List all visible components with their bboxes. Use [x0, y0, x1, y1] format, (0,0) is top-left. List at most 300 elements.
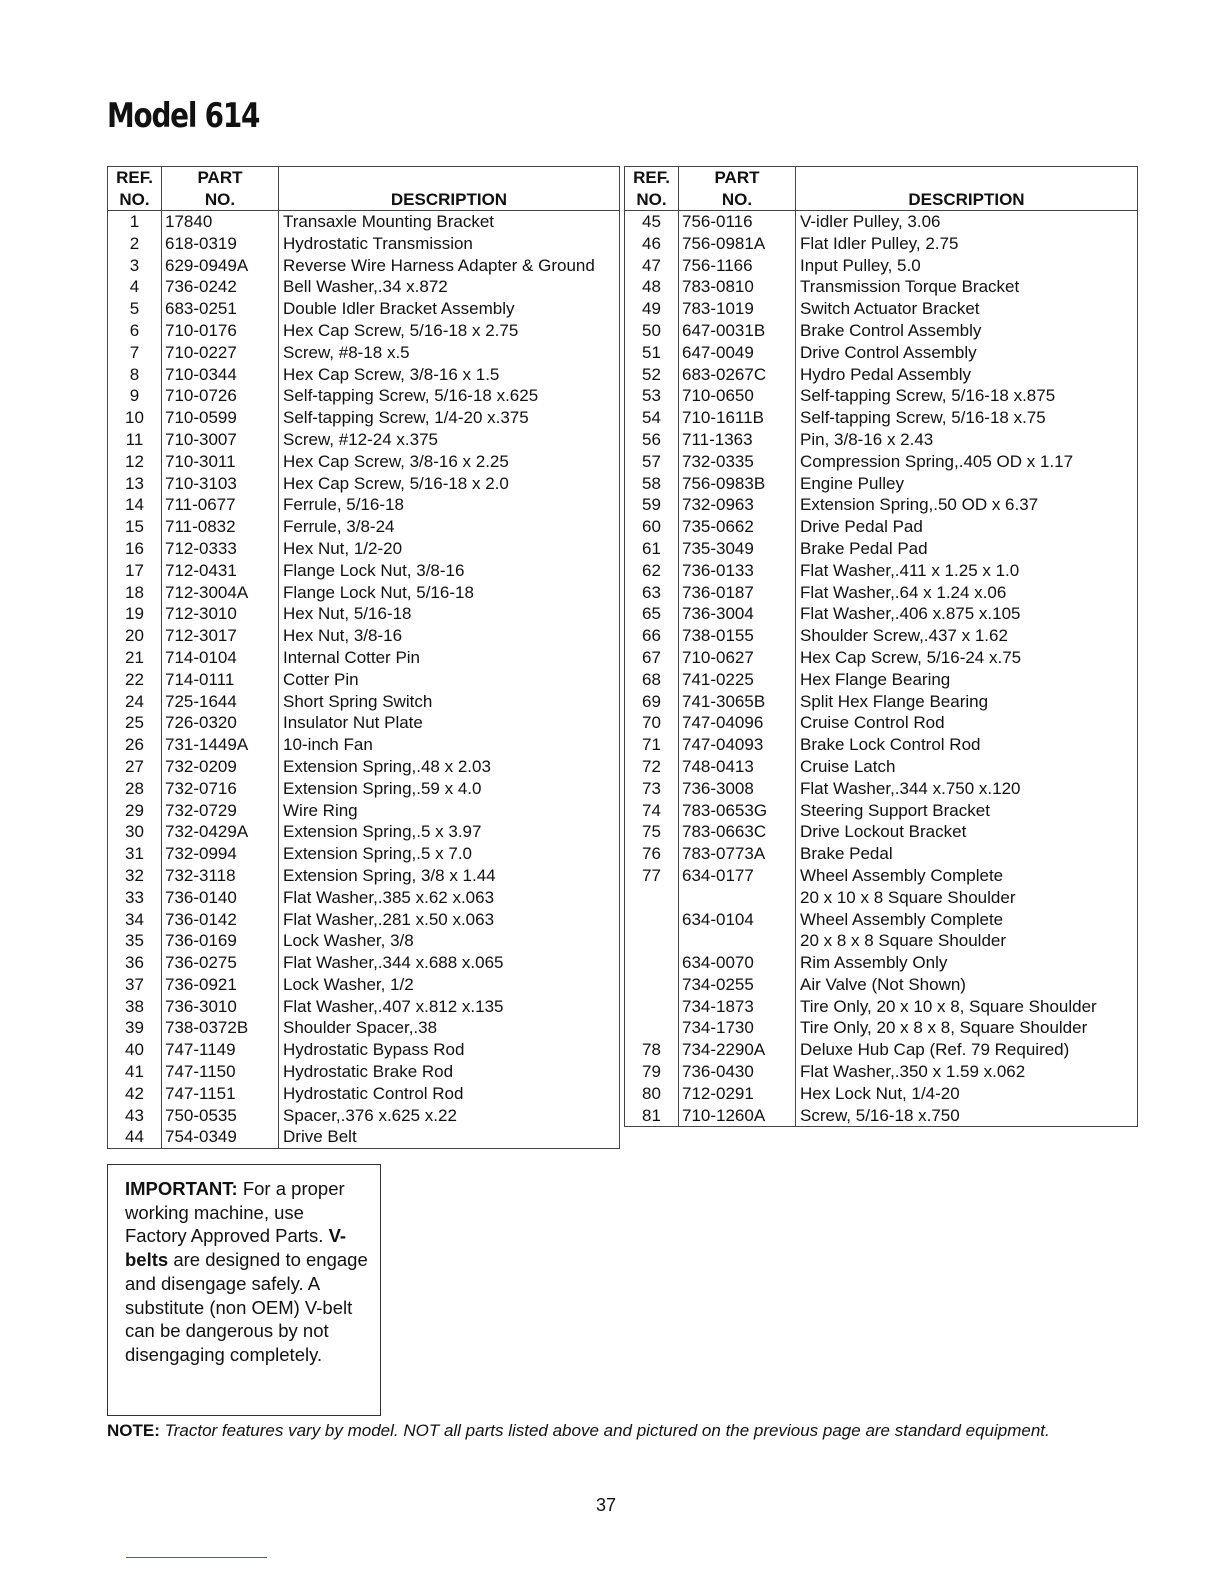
page-title: Model 614 — [107, 96, 260, 136]
table-row — [108, 451, 620, 473]
ref-no-cell: 42 — [108, 1083, 162, 1105]
table-row — [108, 385, 620, 407]
part-no-cell: 732-0429A — [162, 821, 279, 843]
description-cell: Tire Only, 20 x 10 x 8, Square Shoulder — [800, 996, 1097, 1016]
table-row — [625, 298, 1138, 320]
description-cell: Brake Lock Control Rod — [800, 735, 981, 755]
ref-no-cell: 26 — [108, 734, 162, 756]
ref-no-cell: 17 — [108, 560, 162, 582]
table-row — [108, 560, 620, 582]
description-cell: Hydrostatic Control Rod — [283, 1083, 464, 1103]
part-no-cell: 736-0275 — [162, 952, 279, 974]
part-no-cell: 736-0140 — [162, 887, 279, 909]
important-text-2: are designed to engage and disengage safely. A substitute (non OEM) V-belt can be dangerous by not disengaging completely. — [125, 1249, 368, 1365]
description-cell: Compression Spring,.405 OD x 1.17 — [800, 451, 1074, 471]
important-label: IMPORTANT: — [125, 1178, 238, 1199]
part-no-cell: 741-0225 — [679, 669, 796, 691]
description-cell: Wheel Assembly Complete — [800, 865, 1004, 885]
ref-no-cell: 30 — [108, 821, 162, 843]
ref-no-cell: 60 — [625, 516, 679, 538]
description-cell: Ferrule, 5/16-18 — [283, 495, 404, 515]
ref-no-cell: 68 — [625, 669, 679, 691]
table-row — [625, 821, 1138, 843]
ref-no-cell: 16 — [108, 538, 162, 560]
ref-no-cell: 33 — [108, 887, 162, 909]
table-row — [625, 364, 1138, 386]
part-no-cell: 634-0070 — [679, 952, 796, 974]
part-no-cell: 732-0729 — [162, 800, 279, 822]
ref-no-cell: 39 — [108, 1017, 162, 1039]
table-row — [625, 407, 1138, 429]
table-row — [625, 930, 1138, 952]
description-cell: Wheel Assembly Complete — [800, 909, 1004, 929]
parts-table-right — [624, 166, 1138, 1127]
ref-no-cell: 7 — [108, 342, 162, 364]
ref-no-cell: 72 — [625, 756, 679, 778]
vbelts-label: V-belts — [125, 1225, 347, 1271]
table-row — [625, 909, 1138, 931]
table-row — [108, 233, 620, 255]
part-no-cell: 732-3118 — [162, 865, 279, 887]
table-row — [108, 734, 620, 756]
table-row — [625, 320, 1138, 342]
ref-no-cell: 11 — [108, 429, 162, 451]
table-row — [108, 974, 620, 996]
ref-no-cell: 31 — [108, 843, 162, 865]
part-no-cell: 783-0773A — [679, 843, 796, 865]
table-row — [625, 1061, 1138, 1083]
ref-no-cell: 74 — [625, 800, 679, 822]
ref-no-cell: 32 — [108, 865, 162, 887]
table-row — [108, 952, 620, 974]
description-cell: Spacer,.376 x.625 x.22 — [283, 1105, 457, 1125]
ref-no-cell — [625, 887, 679, 909]
table-row — [625, 276, 1138, 298]
table-row — [625, 1083, 1138, 1105]
part-no-cell: 783-0653G — [679, 800, 796, 822]
part-no-cell: 17840 — [162, 211, 279, 233]
table-row — [625, 778, 1138, 800]
table-row — [625, 211, 1138, 233]
table-row — [108, 909, 620, 931]
part-no-cell: 747-1150 — [162, 1061, 279, 1083]
part-no-cell — [679, 930, 796, 952]
important-notice-box — [107, 1164, 381, 1416]
ref-no-cell: 47 — [625, 255, 679, 277]
ref-no-cell: 76 — [625, 843, 679, 865]
description-header: DESCRIPTION — [279, 167, 620, 211]
description-cell: Split Hex Flange Bearing — [800, 691, 989, 711]
description-cell: Hex Cap Screw, 3/8-16 x 1.5 — [283, 364, 500, 384]
ref-no-cell: 12 — [108, 451, 162, 473]
ref-no-cell: 49 — [625, 298, 679, 320]
table-row — [108, 1105, 620, 1127]
part-no-cell: 736-0430 — [679, 1061, 796, 1083]
description-cell: Short Spring Switch — [283, 691, 433, 711]
description-cell: V-idler Pulley, 3.06 — [800, 212, 941, 231]
description-cell: Extension Spring,.5 x 7.0 — [283, 844, 473, 864]
description-cell: Flat Washer,.344 x.688 x.065 — [283, 953, 504, 973]
table-row — [108, 603, 620, 625]
description-cell: Ferrule, 3/8-24 — [283, 517, 395, 537]
description-cell: Hex Nut, 1/2-20 — [283, 538, 403, 558]
part-no-cell: 783-0663C — [679, 821, 796, 843]
description-cell: Reverse Wire Harness Adapter & Ground — [283, 255, 595, 275]
description-cell: Insulator Nut Plate — [283, 713, 423, 733]
table-row — [625, 734, 1138, 756]
ref-no-cell: 1 — [108, 211, 162, 233]
part-no-cell: 683-0251 — [162, 298, 279, 320]
ref-no-cell: 29 — [108, 800, 162, 822]
description-cell: Flat Washer,.281 x.50 x.063 — [283, 909, 495, 929]
ref-no-cell: 43 — [108, 1105, 162, 1127]
ref-no-cell: 56 — [625, 429, 679, 451]
ref-no-cell: 61 — [625, 538, 679, 560]
description-cell: Hex Cap Screw, 5/16-18 x 2.0 — [283, 473, 509, 493]
description-cell: Cotter Pin — [283, 669, 359, 689]
part-no-cell: 714-0111 — [162, 669, 279, 691]
ref-no-cell: 9 — [108, 385, 162, 407]
part-no-cell: 712-3010 — [162, 603, 279, 625]
ref-no-cell — [625, 996, 679, 1018]
ref-no-cell: 70 — [625, 712, 679, 734]
table-row — [108, 1017, 620, 1039]
table-row — [625, 865, 1138, 887]
part-no-cell: 710-3103 — [162, 473, 279, 495]
table-row — [625, 974, 1138, 996]
table-row — [108, 255, 620, 277]
part-no-cell: 732-0209 — [162, 756, 279, 778]
table-row — [108, 320, 620, 342]
description-cell: Flange Lock Nut, 3/8-16 — [283, 560, 465, 580]
description-cell: Flange Lock Nut, 5/16-18 — [283, 582, 474, 602]
description-cell: Extension Spring,.59 x 4.0 — [283, 778, 482, 798]
part-no-cell: 710-0627 — [679, 647, 796, 669]
description-cell: Lock Washer, 1/2 — [283, 974, 414, 994]
description-cell: Tire Only, 20 x 8 x 8, Square Shoulder — [800, 1018, 1088, 1038]
ref-no-cell — [625, 952, 679, 974]
part-no-cell: 736-0142 — [162, 909, 279, 931]
table-row — [625, 756, 1138, 778]
table-row — [625, 516, 1138, 538]
part-no-cell: 734-0255 — [679, 974, 796, 996]
note-text: Tractor features vary by model. NOT all parts listed above and pictured on the previous page are standard equipment. — [164, 1421, 1050, 1440]
description-header: DESCRIPTION — [796, 167, 1138, 211]
part-no-cell: 747-1151 — [162, 1083, 279, 1105]
part-no-cell: 725-1644 — [162, 691, 279, 713]
table-row — [625, 473, 1138, 495]
part-no-cell — [679, 1126, 796, 1127]
part-no-cell: 710-3007 — [162, 429, 279, 451]
ref-no-cell: 57 — [625, 451, 679, 473]
description-cell: Hex Flange Bearing — [800, 669, 951, 689]
ref-no-cell: 10 — [108, 407, 162, 429]
ref-no-cell: 25 — [108, 712, 162, 734]
description-cell: Self-tapping Screw, 1/4-20 x.375 — [283, 408, 529, 428]
ref-no-cell: 79 — [625, 1061, 679, 1083]
table-row — [108, 669, 620, 691]
table-row — [625, 1017, 1138, 1039]
description-cell: Cruise Latch — [800, 756, 896, 776]
part-no-cell: 747-04093 — [679, 734, 796, 756]
description-cell: Wire Ring — [283, 800, 358, 820]
part-no-cell: 736-0242 — [162, 276, 279, 298]
part-no-cell: 735-0662 — [679, 516, 796, 538]
ref-no-cell: 75 — [625, 821, 679, 843]
part-no-cell: 712-3004A — [162, 582, 279, 604]
table-row — [108, 843, 620, 865]
description-cell: Extension Spring,.5 x 3.97 — [283, 822, 482, 842]
description-cell: Bell Washer,.34 x.872 — [283, 277, 448, 297]
part-no-cell: 732-0335 — [679, 451, 796, 473]
ref-no-cell: 14 — [108, 494, 162, 516]
part-no-cell: 732-0994 — [162, 843, 279, 865]
part-no-cell: 710-3011 — [162, 451, 279, 473]
table-row — [108, 821, 620, 843]
description-cell: Flat Washer,.406 x.875 x.105 — [800, 604, 1021, 624]
part-no-cell: 712-0333 — [162, 538, 279, 560]
table-row — [108, 516, 620, 538]
table-row — [625, 887, 1138, 909]
part-no-cell: 736-0169 — [162, 930, 279, 952]
table-row — [108, 342, 620, 364]
description-cell: Drive Pedal Pad — [800, 517, 923, 537]
ref-no-cell: 2 — [108, 233, 162, 255]
description-cell: Double Idler Bracket Assembly — [283, 299, 515, 319]
ref-no-cell: 21 — [108, 647, 162, 669]
description-cell: Hex Nut, 3/8-16 — [283, 626, 403, 646]
description-cell: Hex Nut, 5/16-18 — [283, 604, 412, 624]
table-row — [108, 364, 620, 386]
ref-no-cell: 54 — [625, 407, 679, 429]
part-no-cell: 750-0535 — [162, 1105, 279, 1127]
table-row — [625, 625, 1138, 647]
page-number: 37 — [595, 1495, 617, 1515]
description-cell: Hydro Pedal Assembly — [800, 364, 972, 384]
part-no-cell: 710-0650 — [679, 385, 796, 407]
note-label: NOTE: — [107, 1421, 160, 1440]
description-cell: Flat Idler Pulley, 2.75 — [800, 233, 959, 253]
table-row — [108, 996, 620, 1018]
ref-no-cell: 28 — [108, 778, 162, 800]
ref-no-cell — [625, 1126, 679, 1127]
part-no-cell: 647-0031B — [679, 320, 796, 342]
ref-no-cell: 77 — [625, 865, 679, 887]
description-cell: Flat Washer,.407 x.812 x.135 — [283, 996, 504, 1016]
table-row — [625, 1105, 1138, 1127]
description-cell: Hex Cap Screw, 5/16-18 x 2.75 — [283, 320, 519, 340]
description-cell: Self-tapping Screw, 5/16-18 x.75 — [800, 408, 1046, 428]
ref-no-cell: 5 — [108, 298, 162, 320]
description-cell: Lock Washer, 3/8 — [283, 931, 414, 951]
part-no-cell: 756-0981A — [679, 233, 796, 255]
table-row — [108, 494, 620, 516]
ref-no-cell: 50 — [625, 320, 679, 342]
ref-no-cell: 45 — [625, 211, 679, 233]
part-no-cell: 747-04096 — [679, 712, 796, 734]
description-cell: Engine Pulley — [800, 473, 904, 493]
table-row — [108, 429, 620, 451]
ref-no-header: REF. NO. — [108, 167, 162, 211]
table-row — [108, 800, 620, 822]
table-row — [625, 996, 1138, 1018]
part-no-cell: 714-0104 — [162, 647, 279, 669]
table-row — [625, 952, 1138, 974]
ref-no-cell: 15 — [108, 516, 162, 538]
table-row — [108, 778, 620, 800]
part-no-cell: 756-1166 — [679, 255, 796, 277]
ref-no-cell: 37 — [108, 974, 162, 996]
ref-no-cell: 48 — [625, 276, 679, 298]
ref-no-cell: 52 — [625, 364, 679, 386]
ref-no-cell: 62 — [625, 560, 679, 582]
table-row — [108, 865, 620, 887]
description-cell: Steering Support Bracket — [800, 800, 990, 820]
description-cell: Extension Spring,.50 OD x 6.37 — [800, 495, 1039, 515]
description-cell: Self-tapping Screw, 5/16-18 x.625 — [283, 386, 539, 406]
note — [107, 1421, 1050, 1441]
ref-no-cell: 19 — [108, 603, 162, 625]
part-no-cell: 710-0344 — [162, 364, 279, 386]
ref-no-cell: 69 — [625, 691, 679, 713]
ref-no-cell: 6 — [108, 320, 162, 342]
table-row — [108, 712, 620, 734]
table-row — [625, 494, 1138, 516]
description-cell: Hydrostatic Bypass Rod — [283, 1040, 465, 1060]
part-no-cell: 736-0921 — [162, 974, 279, 996]
part-no-cell: 710-1611B — [679, 407, 796, 429]
ref-no-cell — [625, 909, 679, 931]
ref-no-cell: 53 — [625, 385, 679, 407]
footer-rule — [126, 1557, 267, 1558]
part-no-cell: 734-2290A — [679, 1039, 796, 1061]
table-row — [108, 211, 620, 233]
description-cell: Hex Cap Screw, 5/16-24 x.75 — [800, 647, 1022, 667]
ref-no-cell: 20 — [108, 625, 162, 647]
table-row — [108, 647, 620, 669]
description-cell: Extension Spring,.48 x 2.03 — [283, 756, 491, 776]
part-no-cell: 756-0983B — [679, 473, 796, 495]
table-row — [625, 255, 1138, 277]
part-no-cell: 736-3010 — [162, 996, 279, 1018]
part-no-cell: 683-0267C — [679, 364, 796, 386]
part-no-cell: 732-0716 — [162, 778, 279, 800]
ref-no-cell: 66 — [625, 625, 679, 647]
description-cell: Hex Lock Nut, 1/4-20 — [800, 1083, 960, 1103]
ref-no-cell: 63 — [625, 582, 679, 604]
description-cell: Cruise Control Rod — [800, 713, 945, 733]
ref-no-cell: 51 — [625, 342, 679, 364]
description-cell: Flat Washer,.64 x 1.24 x.06 — [800, 582, 1007, 602]
part-no-cell: 647-0049 — [679, 342, 796, 364]
table-row — [108, 407, 620, 429]
description-cell: Flat Washer,.344 x.750 x.120 — [800, 778, 1021, 798]
table-row — [108, 887, 620, 909]
ref-no-cell — [625, 1017, 679, 1039]
part-no-cell: 734-1873 — [679, 996, 796, 1018]
part-no-cell: 756-0116 — [679, 211, 796, 233]
description-cell: Hex Cap Screw, 3/8-16 x 2.25 — [283, 451, 509, 471]
ref-no-cell: 80 — [625, 1083, 679, 1105]
table-row — [625, 800, 1138, 822]
description-cell: Brake Pedal Pad — [800, 538, 928, 558]
description-cell: Transaxle Mounting Bracket — [283, 212, 495, 231]
ref-no-cell: 4 — [108, 276, 162, 298]
part-no-cell: 710-0599 — [162, 407, 279, 429]
table-row — [108, 1083, 620, 1105]
description-cell: Pin, 3/8-16 x 2.43 — [800, 429, 934, 449]
part-no-cell: 783-1019 — [679, 298, 796, 320]
part-no-cell: 736-3008 — [679, 778, 796, 800]
part-no-cell: 711-0832 — [162, 516, 279, 538]
ref-no-header: REF. NO. — [625, 167, 679, 211]
ref-no-cell: 81 — [625, 1105, 679, 1127]
description-cell: Drive Belt — [283, 1127, 357, 1147]
part-no-cell: 710-0726 — [162, 385, 279, 407]
part-no-cell: 731-1449A — [162, 734, 279, 756]
part-no-cell: 734-1730 — [679, 1017, 796, 1039]
description-cell: Input Pulley, 5.0 — [800, 255, 921, 275]
ref-no-cell: 44 — [108, 1126, 162, 1148]
description-cell: 20 x 10 x 8 Square Shoulder — [800, 887, 1016, 907]
ref-no-cell: 13 — [108, 473, 162, 495]
table-row — [108, 930, 620, 952]
ref-no-cell: 22 — [108, 669, 162, 691]
description-cell: Drive Control Assembly — [800, 342, 977, 362]
part-no-header: PART NO. — [162, 167, 279, 211]
table-row — [625, 385, 1138, 407]
table-row — [108, 538, 620, 560]
table-row — [625, 712, 1138, 734]
description-cell: Screw, #12-24 x.375 — [283, 429, 438, 449]
ref-no-cell — [625, 930, 679, 952]
ref-no-cell: 38 — [108, 996, 162, 1018]
table-row — [108, 1039, 620, 1061]
description-cell: Drive Lockout Bracket — [800, 822, 967, 842]
description-cell: Self-tapping Screw, 5/16-18 x.875 — [800, 386, 1056, 406]
description-cell: Rim Assembly Only — [800, 953, 948, 973]
description-cell: Screw, #8-18 x.5 — [283, 342, 410, 362]
ref-no-cell — [625, 974, 679, 996]
part-no-cell: 741-3065B — [679, 691, 796, 713]
ref-no-cell: 73 — [625, 778, 679, 800]
part-no-cell: 732-0963 — [679, 494, 796, 516]
ref-no-cell: 27 — [108, 756, 162, 778]
table-row — [625, 560, 1138, 582]
description-cell: Hydrostatic Brake Rod — [283, 1062, 454, 1082]
description-cell: Air Valve (Not Shown) — [800, 974, 966, 994]
description-cell: 10-inch Fan — [283, 735, 373, 755]
description-cell: Extension Spring, 3/8 x 1.44 — [283, 865, 496, 885]
description-cell: Transmission Torque Bracket — [800, 277, 1020, 297]
part-no-cell — [679, 887, 796, 909]
table-row — [108, 625, 620, 647]
table-row — [625, 538, 1138, 560]
table-row — [625, 647, 1138, 669]
description-cell: Switch Actuator Bracket — [800, 299, 980, 319]
ref-no-cell: 58 — [625, 473, 679, 495]
part-no-cell: 754-0349 — [162, 1126, 279, 1148]
description-cell: Shoulder Spacer,.38 — [283, 1018, 438, 1038]
part-no-cell: 634-0177 — [679, 865, 796, 887]
parts-table-left — [107, 166, 620, 1149]
important-text: For a proper working machine, use Factory Approved Parts. — [125, 1178, 345, 1247]
description-cell: Flat Washer,.350 x 1.59 x.062 — [800, 1062, 1026, 1082]
table-row — [625, 843, 1138, 865]
description-cell: Brake Control Assembly — [800, 320, 982, 340]
table-row — [108, 691, 620, 713]
table-row — [625, 342, 1138, 364]
